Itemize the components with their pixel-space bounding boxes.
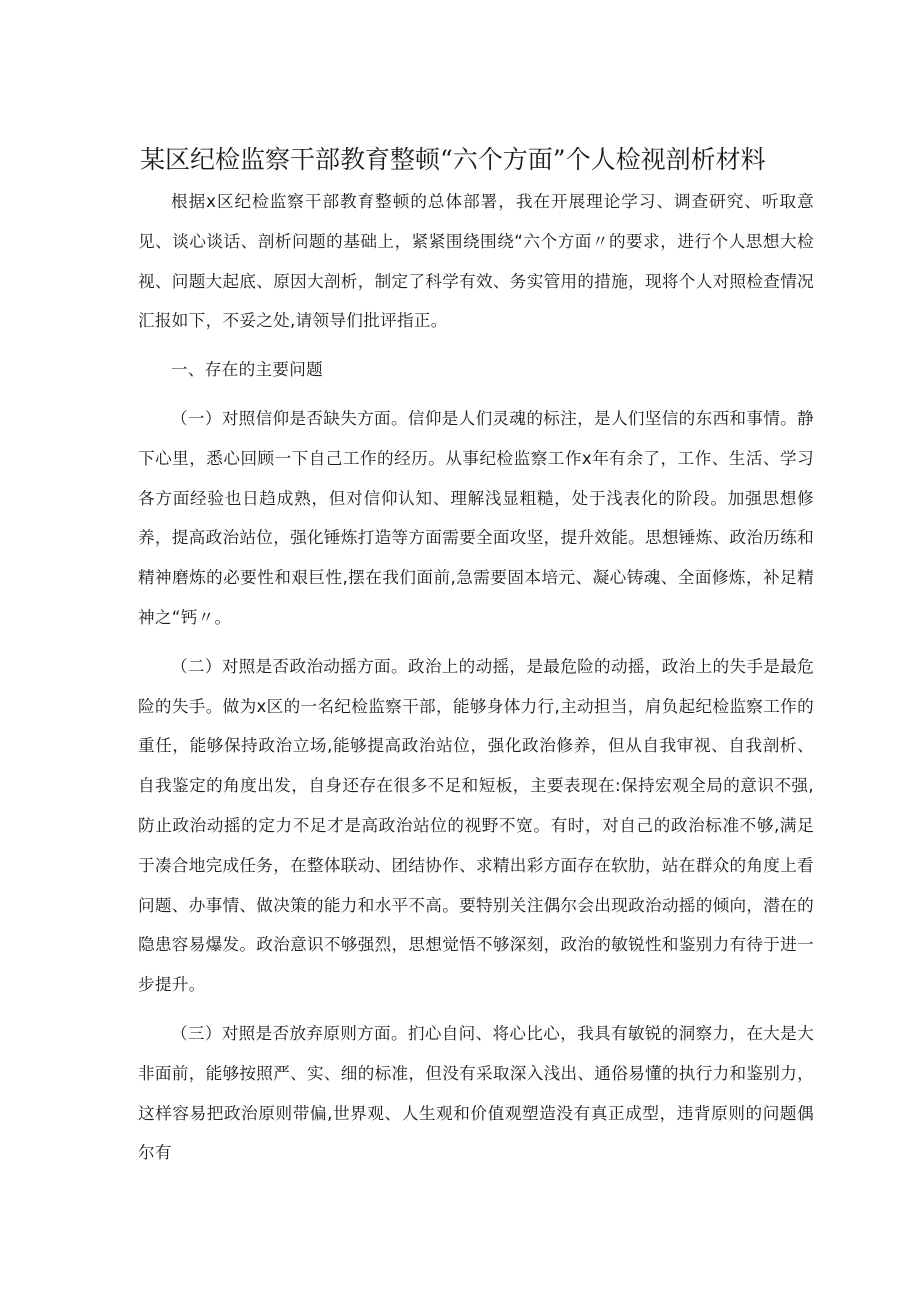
section-heading-main-problems: 一、存在的主要问题 bbox=[171, 360, 324, 380]
paragraph-principle: （三）对照是否放弃原则方面。扪心自问、将心比心，我具有敏锐的洞察力，在大是大非面前，能够按照严、实、细的标准，但没有采取深入浅出、通俗易懂的执行力和鉴别力，这样容易把政治原则带偏,世界观、人生观和价值观塑造没有真正成型，违背原则的问题偶尔有 bbox=[138, 1023, 814, 1163]
document-body bbox=[138, 182, 814, 1173]
document-title: 某区纪检监察干部教育整顿“六个方面”个人检视剖析材料 bbox=[140, 145, 766, 174]
paragraph-belief: （一）对照信仰是否缺失方面。信仰是人们灵魂的标注，是人们坚信的东西和事情。静下心里，悉心回顾一下自己工作的经历。从事纪检监察工作x年有余了，工作、生活、学习各方面经验也日趋成熟，但对信仰认知、理解浅显粗糙，处于浅表化的阶段。加强思想修养，提高政治站位，强化锤炼打造等方面需要全面攻坚，提升效能。思想锤炼、政治历练和精神磨炼的必要性和艰巨性,摆在我们面前,急需要固本培元、凝心铸魂、全面修炼，补足精神之“钙〃。 bbox=[138, 408, 814, 627]
paragraph-political: （二）对照是否政治动摇方面。政治上的动摇，是最危险的动摇，政治上的失手是最危险的失手。做为x区的一名纪检监察干部，能够身体力行,主动担当，肩负起纪检监察工作的重任，能够保持政治立场,能够提高政治站位，强化政治修养，但从自我审视、自我剖析、自我鉴定的角度出发，自身还存在很多不足和短板，主要表现在:保持宏观全局的意识不强,防止政治动摇的定力不足才是高政治站位的视野不宽。有时，对自己的政治标准不够,满足于凑合地完成任务，在整体联动、团结协作、求精出彩方面存在软肋，站在群众的角度上看问题、办事情、做决策的能力和水平不高。要特别关注偶尔会出现政治动摇的倾向，潜在的隐患容易爆发。政治意识不够强烈，思想觉悟不够深刻，政治的敏锐性和鉴别力有待于进一步提升。 bbox=[138, 656, 814, 995]
paragraph-intro: 根据x区纪检监察干部教育整顿的总体部署，我在开展理论学习、调查研究、听取意见、谈心谈话、剖析问题的基础上，紧紧围绕围绕“六个方面〃的要求，进行个人思想大检视、问题大起底、原因大剖析，制定了科学有效、务实管用的措施，现将个人对照检查情况汇报如下，不妥之处,请领导们批评指正。 bbox=[138, 192, 814, 331]
